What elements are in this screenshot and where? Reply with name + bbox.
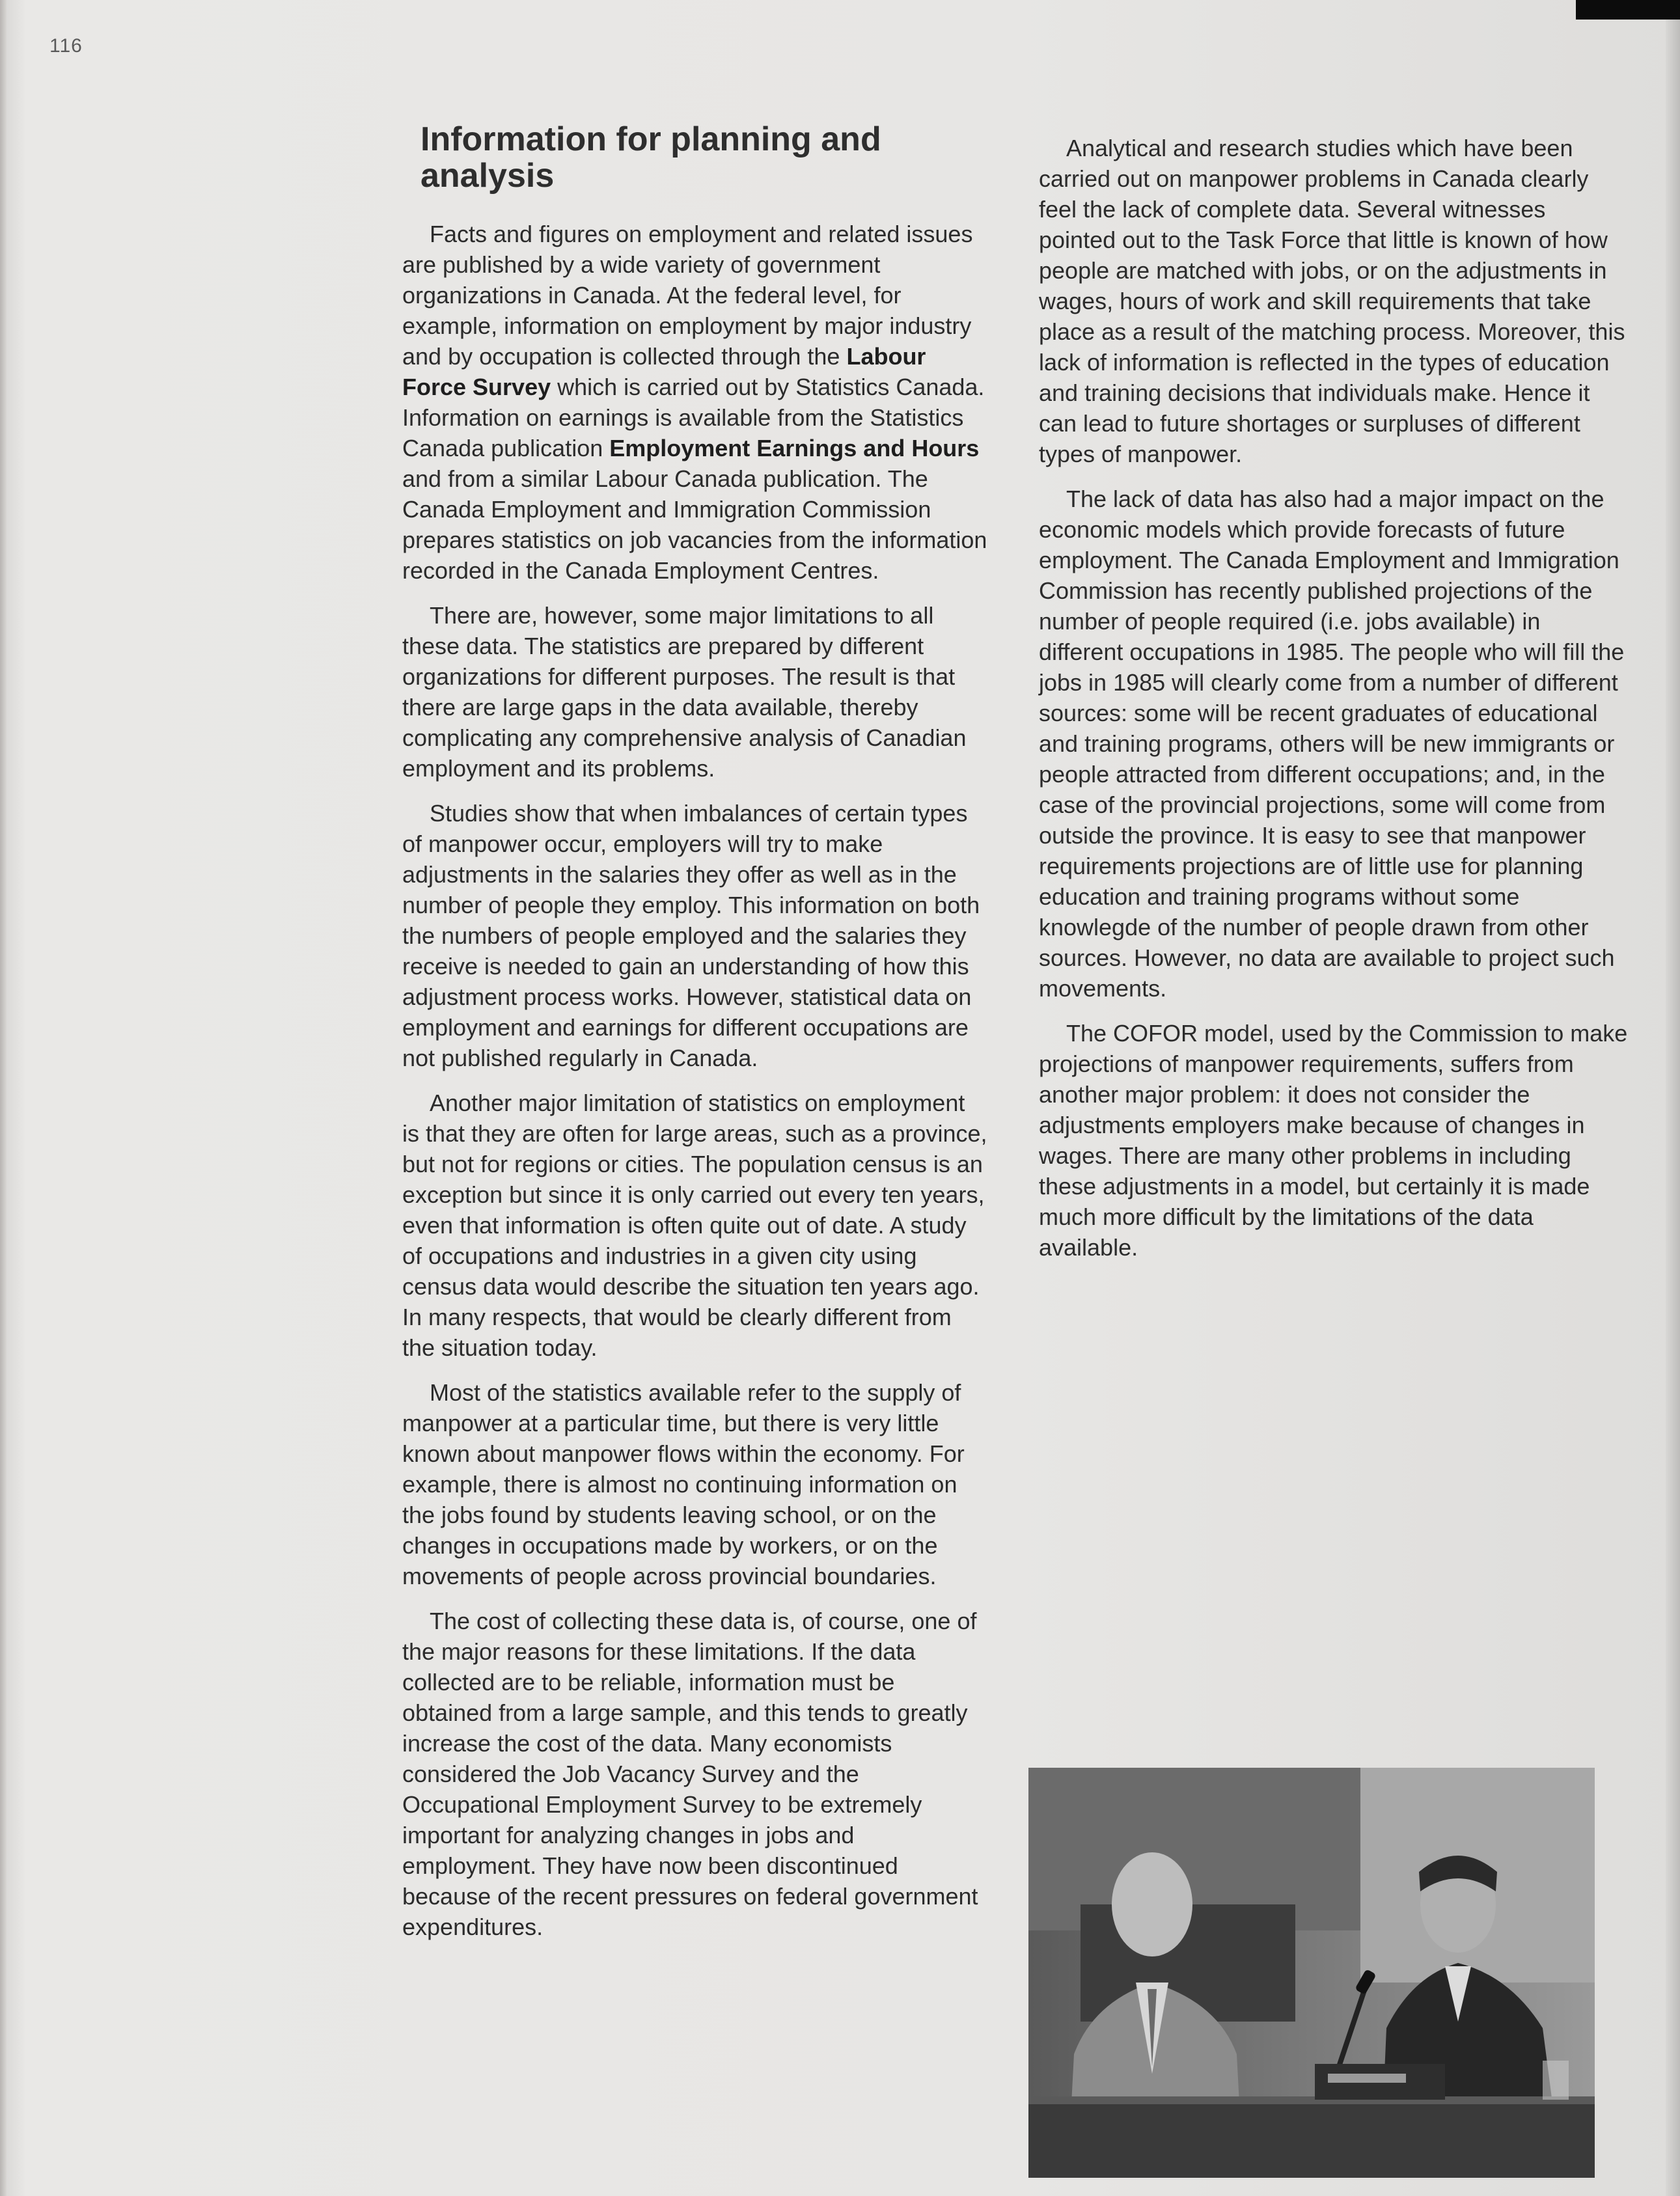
paragraph: Analytical and research studies which have been carried out on manpower problems in Canada clearly feel the lack of complete data. Several witnesses pointed out to the Task Force that little is known of how people are matched with jobs, or on the adjustments in wages, hours of work and skill requirements that take place as a result of the matching process. Moreover, this lack of information is reflected in the types of education and training decisions that individuals make. Hence it can lead to future shortages or surpluses of different types of manpower. bbox=[1039, 135, 1625, 467]
paragraph: Facts and figures on employment and related issues are published by a wide variety of government organizations in Canada. At the federal level, for example, information on employment by major industry and by occupation is collected through the Labour Force Survey which is carried out by Statistics Canada. Information on earnings is available from the Statistics Canada publication Employment Earnings and Hours and from a similar Labour Canada publication. The Canada Employment and Immigration Commission prepares statistics on job vacancies from the information recorded in the Canada Employment Centres. bbox=[402, 221, 987, 584]
scan-corner-shadow bbox=[1576, 0, 1680, 20]
paragraph: The COFOR model, used by the Commission to make projections of manpower requirements, suffers from another major problem: it does not consider the adjustments employers make because of changes in wages. There are many other problems in including these adjustments in a model, but certainly it is made much more difficult by the limitations of the data available. bbox=[1039, 1020, 1628, 1261]
page-left-edge bbox=[0, 0, 7, 2196]
paragraph: There are, however, some major limitations to all these data. The statistics are prepared by different organizations for different purposes. The result is that there are large gaps in the data available, thereby complicating any comprehensive analysis of Canadian employment and its problems. bbox=[402, 602, 967, 782]
photograph-illustration bbox=[1028, 1768, 1595, 2178]
paragraph: The cost of collecting these data is, of course, one of the major reasons for these limitations. If the data collected are to be reliable, information must be obtained from a large sample, and this tends to greatly increase the cost of the data. Many economists considered the Job Vacancy Survey and the Occupational Employment Survey to be extremely important for analyzing changes in jobs and employment. They have now been discontinued because of the recent pressures on federal government expenditures. bbox=[402, 1608, 978, 1940]
page-number: 116 bbox=[49, 35, 83, 57]
bold-publication-title: Employment Earnings and Hours bbox=[609, 435, 980, 461]
section-heading: Information for planning and analysis bbox=[420, 120, 881, 195]
paragraph: The lack of data has also had a major impact on the economic models which provide forecasts of future employment. The Canada Employment and Immigration Commission has recently published projections of the number of people required (i.e. jobs available) in different occupations in 1985. The people who will fill the jobs in 1985 will clearly come from a number of different sources: some will be recent graduates of educational and training programs, others will be new immigrants or people attracted from different occupations; and, in the case of the provincial projections, some will come from outside the province. It is easy to see that manpower requirements projections are of little use for planning education and training programs without some knowlegde of the number of people drawn from other sources. However, no data are available to project such movements. bbox=[1039, 486, 1625, 1002]
page-right-edge bbox=[1666, 0, 1680, 2196]
bold-publication-title: Labour Force Survey bbox=[402, 343, 926, 400]
paragraph: Most of the statistics available refer to the supply of manpower at a particular time, but there is very little known about manpower flows within the economy. For example, there is almost no continuing information on the jobs found by students leaving school, or on the changes in occupations made by workers, or on the movements of people across provincial boundaries. bbox=[402, 1379, 965, 1589]
right-text-column bbox=[1039, 133, 1628, 1277]
paragraph: Another major limitation of statistics on employment is that they are often for large areas, such as a province, but not for regions or cities. The population census is an exception but since it is only carried out every ten years, even that information is often quite out of date. A study of occupations and industries in a given city using census data would describe the situation ten years ago. In many respects, that would be clearly different from the situation today. bbox=[402, 1090, 987, 1361]
photograph-two-men-at-hearing bbox=[1028, 1768, 1595, 2178]
paragraph: Studies show that when imbalances of certain types of manpower occur, employers will try to make adjustments in the salaries they offer as well as in the number of people they employ. This information on both the numbers of people employed and the salaries they receive is needed to gain an understanding of how this adjustment process works. However, statistical data on employment and earnings for different occupations are not published regularly in Canada. bbox=[402, 800, 980, 1071]
left-text-column bbox=[402, 121, 988, 1956]
